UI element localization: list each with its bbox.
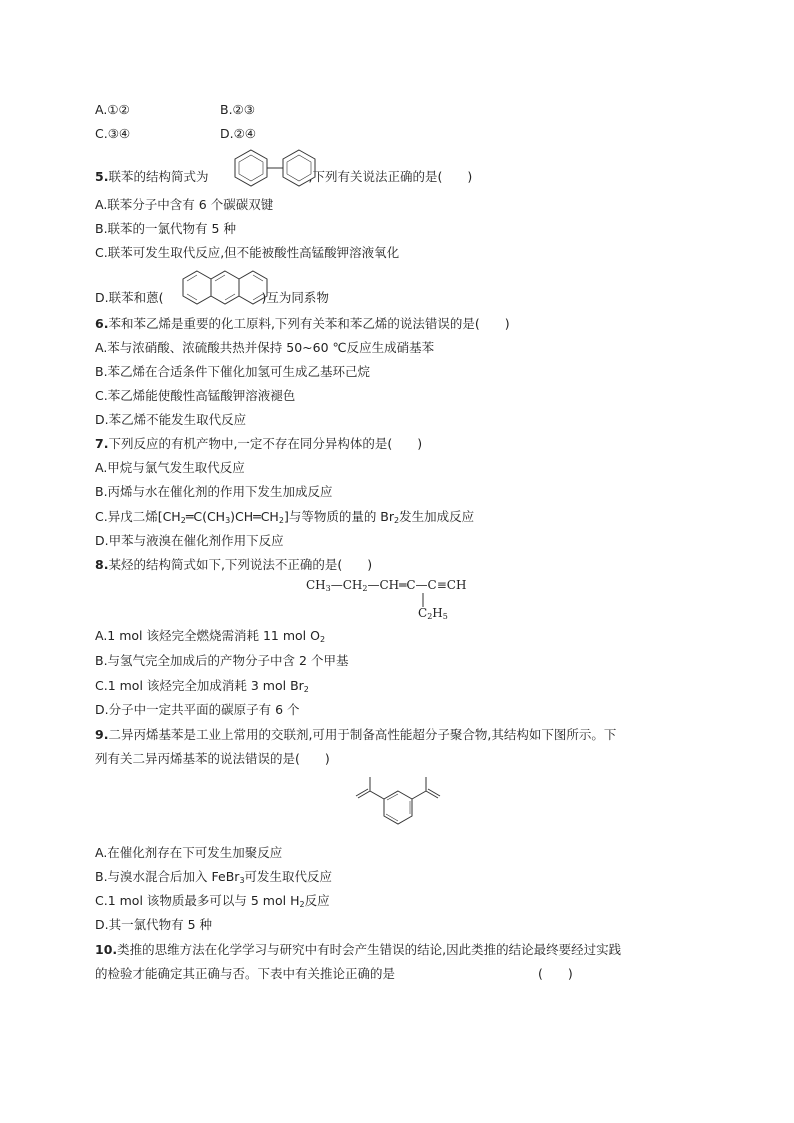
q6-stem [95,316,510,332]
q8-f1: CH [306,578,326,592]
q9-option-c [95,893,330,913]
q4-option-b: B.②③ [220,102,255,117]
anthracene-structure-icon [178,268,272,308]
q5-stem-after: ,下列有关说法正确的是( ) [308,169,473,184]
q7-option-d: D.甲苯与液溴在催化剂作用下反应 [95,533,284,548]
q4-option-c: C.③④ [95,126,131,141]
q8-option-b: B.与氢气完全加成后的产物分子中含 2 个甲基 [95,653,349,668]
biphenyl-structure-icon [228,146,324,190]
q6-number: 6. [95,316,109,331]
q7-c-sub3: 2 [278,516,284,525]
q7-option-b: B.丙烯与水在催化剂的作用下发生加成反应 [95,484,333,499]
q9-b-sub: 3 [239,876,245,885]
q7-number: 7. [95,436,109,451]
q6-option-a: A.苯与浓硝酸、浓硫酸共热并保持 50~60 ℃反应生成硝基苯 [95,340,435,355]
q8-option-c [95,678,309,698]
q10-stem-line2: 的检验才能确定其正确与否。下表中有关推论正确的是 [95,966,396,981]
q10-answer-paren: ( ) [538,966,573,981]
q8-f3: —CH═C—C≡CH [367,578,467,592]
q8-f-sub2: 2 [362,584,368,593]
q9-number: 9. [95,727,109,742]
q8-number: 8. [95,557,109,572]
q7-c-part5: 发生加成反应 [399,509,475,524]
q9-c-text1: C.1 mol 该物质最多可以与 5 mol H [95,893,300,908]
q8-f5: H [432,606,443,620]
q5-option-b: B.联苯的一氯代物有 5 种 [95,221,236,236]
q4-option-d: D.②④ [220,126,257,141]
q8-branch-bond [420,593,426,607]
q8-c-sub: 2 [303,685,309,694]
q7-c-part4: ]与等物质的量的 Br [283,509,395,524]
q8-c-text: C.1 mol 该烃完全加成消耗 3 mol Br [95,678,304,693]
q7-c-sub2: 3 [225,516,231,525]
q5-option-c: C.联苯可发生取代反应,但不能被酸性高锰酸钾溶液氧化 [95,245,400,260]
q9-c-text2: 反应 [304,893,330,908]
q9-option-a: A.在催化剂存在下可发生加聚反应 [95,845,283,860]
q8-f-sub3: 3 [325,584,331,593]
q7-option-a: A.甲烷与氯气发生取代反应 [95,460,245,475]
q8-stem [95,557,372,573]
q8-option-d: D.分子中一定共平面的碳原子有 6 个 [95,702,300,717]
q9-stem-line1 [95,727,616,743]
q6-option-b: B.苯乙烯在合适条件下催化加氢可生成乙基环己烷 [95,364,371,379]
diisopropenylbenzene-structure-icon [350,775,450,831]
q8-stem-text: 某烃的结构简式如下,下列说法不正确的是( ) [108,557,373,572]
q7-c-part3: )CH═CH [230,509,279,524]
q7-stem [95,436,422,452]
q9-b-text1: B.与溴水混合后加入 FeBr [95,869,240,884]
q10-stem-text1: 类推的思维方法在化学学习与研究中有时会产生错误的结论,因此类推的结论最终要经过实践 [117,942,622,957]
q5-number: 5. [95,169,109,184]
q8-formula-branch [418,606,448,621]
q9-option-b [95,869,332,889]
q5-option-d-after: )互为同系物 [261,290,329,305]
q8-f4: C [418,606,428,620]
q8-a-text: A.1 mol 该烃完全燃烧需消耗 11 mol O [95,628,320,643]
q9-c-sub: 2 [299,900,305,909]
q6-option-c: C.苯乙烯能使酸性高锰酸钾溶液褪色 [95,388,296,403]
q8-option-a [95,628,325,648]
q6-option-d: D.苯乙烯不能发生取代反应 [95,412,247,427]
q7-stem-text: 下列反应的有机产物中,一定不存在同分异构体的是( ) [108,436,423,451]
q8-f-sub2b: 2 [427,612,433,621]
q4-option-a: A.①② [95,102,130,117]
q9-stem-line2: 列有关二异丙烯基苯的说法错误的是( ) [95,751,330,766]
q8-f2: —CH [330,578,363,592]
q10-stem-line1 [95,942,621,958]
q5-stem-before: 联苯的结构简式为 [108,169,209,184]
q9-stem-text1: 二异丙烯基苯是工业上常用的交联剂,可用于制备高性能超分子聚合物,其结构如下图所示。下 [108,727,617,742]
q9-b-text2: 可发生取代反应 [244,869,333,884]
q8-f-sub5: 5 [442,612,448,621]
q8-formula-main [306,578,466,593]
q5-option-d-before: D.联苯和蒽( [95,290,164,305]
q8-a-sub: 2 [319,635,326,644]
q6-stem-text: 苯和苯乙烯是重要的化工原料,下列有关苯和苯乙烯的说法错误的是( ) [108,316,510,331]
q9-option-d: D.其一氯代物有 5 种 [95,917,212,932]
q7-c-part2: ═C(CH [185,509,226,524]
q7-c-sub4: 2 [394,516,400,525]
q5-option-a: A.联苯分子中含有 6 个碳碳双键 [95,197,274,212]
q10-number: 10. [95,942,118,957]
q7-c-part1: C.异戊二烯[CH [95,509,181,524]
q7-c-sub1: 2 [180,516,186,525]
q7-option-c [95,509,474,529]
